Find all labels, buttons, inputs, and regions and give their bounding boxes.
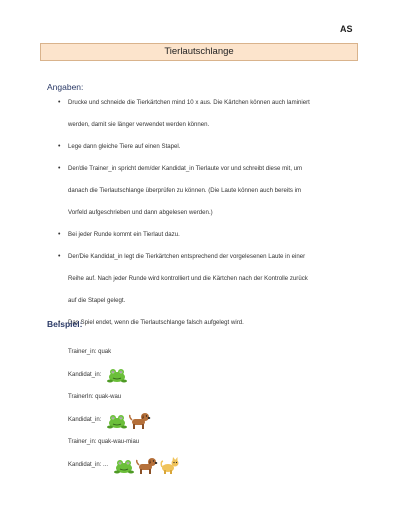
- rule-item: • Drucke und schneide die Tierkärtchen mind 10 x aus. Die Kärtchen können auch laminiert: [60, 92, 360, 114]
- example-icons: [107, 411, 151, 429]
- example-line: [68, 389, 121, 405]
- beispiel-heading: Beispiel:: [47, 319, 83, 329]
- example-line: [68, 434, 139, 450]
- example-text: Trainer_in: quak-wau-miau: [68, 439, 140, 445]
- example-text: Kandidat_in:: [68, 371, 102, 378]
- example-icons: [114, 456, 180, 474]
- example-line: [68, 412, 151, 428]
- document-title: Tierlautschlange: [40, 43, 358, 61]
- rule-continuation: Vorfeld aufgeschrieben und dann abgelesen werden.): [68, 209, 213, 216]
- angaben-heading: Angaben:: [47, 82, 84, 92]
- example-line: [68, 367, 127, 383]
- frog-icon: [107, 413, 127, 429]
- example-icons: [107, 367, 127, 383]
- example-text: Trainer_in: quak: [68, 349, 112, 355]
- dog-icon: [129, 411, 151, 429]
- rules-list: [60, 92, 360, 334]
- rule-item: • Der/Die Kandidat_in legt die Tierkärtchen entsprechend der vorgelesenen Laute in einer: [60, 246, 360, 268]
- dog-icon: [136, 456, 158, 474]
- document-tag: AS: [340, 24, 353, 34]
- rule-item: • Lege dann gleiche Tiere auf einen Stapel.: [60, 136, 360, 158]
- rule-item: • Der/die Trainer_in spricht dem/der Kandidat_in Tierlaute vor und schreibt diese mit, um: [60, 158, 360, 180]
- rule-continuation: auf die Stapel gelegt.: [68, 297, 126, 304]
- example-line: [68, 344, 111, 360]
- rule-item: • Bei jeder Runde kommt ein Tierlaut dazu.: [60, 224, 360, 246]
- example-text: Kandidat_in: ...: [68, 461, 109, 468]
- rule-continuation: danach die Tierlautschlange überprüfen zu können. (Die Laute können auch bereits im: [68, 187, 302, 194]
- rule-item: • Das Spiel endet, wenn die Tierlautschlange falsch aufgelegt wird.: [60, 312, 360, 334]
- example-line: [68, 457, 180, 473]
- example-text: TrainerIn: quak-wau: [68, 394, 122, 400]
- rule-continuation: werden, damit sie länger verwendet werden können.: [68, 121, 210, 128]
- rule-continuation: Reihe auf. Nach jeder Runde wird kontrolliert und die Kärtchen nach der Kontrolle zurück: [68, 275, 308, 282]
- frog-icon: [114, 458, 134, 474]
- frog-icon: [107, 367, 127, 383]
- example-text: Kandidat_in:: [68, 416, 102, 423]
- cat-icon: [160, 456, 180, 474]
